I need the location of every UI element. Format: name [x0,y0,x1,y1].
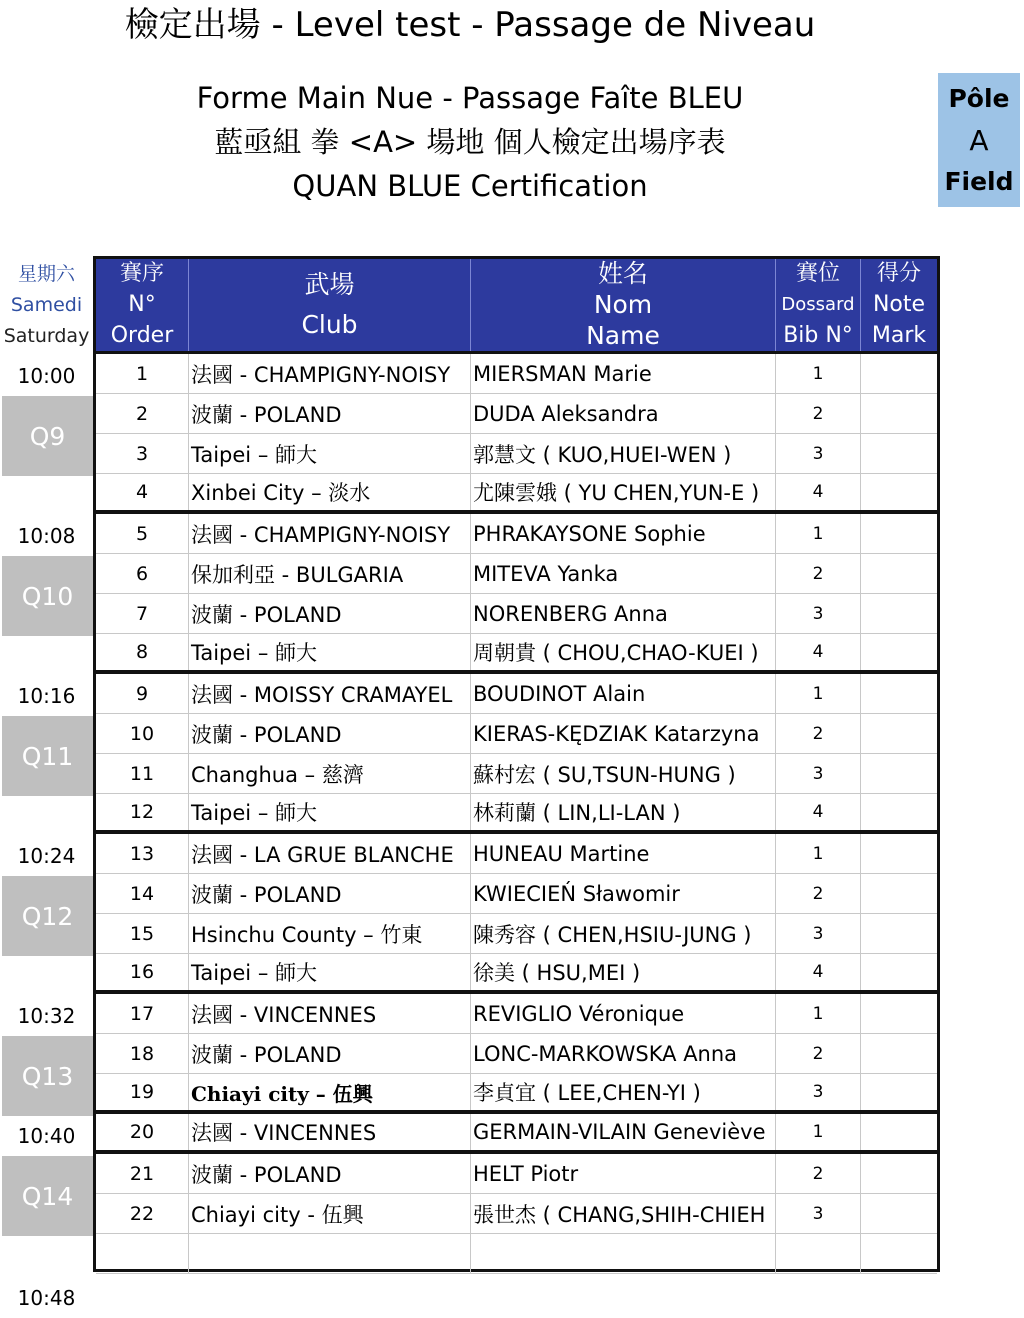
club-cell: 波蘭 - POLAND [189,874,471,913]
table-row [96,914,937,954]
header-mark-zh: 得分 [876,261,921,287]
table-row [96,634,937,674]
bib-cell: 1 [776,514,861,553]
order-cell: 14 [96,874,189,913]
bib-cell: 3 [776,594,861,633]
bib-cell: 4 [776,954,861,990]
order-cell: 2 [96,394,189,433]
name-cell [471,1234,776,1273]
bib-cell: 4 [776,634,861,670]
header-mark-en: Mark [871,322,927,348]
header-mark-fr: Note [872,291,926,317]
order-cell: 9 [96,674,189,713]
name-cell: PHRAKAYSONE Sophie [471,514,776,553]
table-row [96,994,937,1034]
header-club-zh: 武場 [304,269,355,299]
club-cell: 波蘭 - POLAND [189,714,471,753]
table-row [96,1154,937,1194]
order-cell: 10 [96,714,189,753]
order-cell: 15 [96,914,189,953]
column-header-name [471,259,776,351]
bib-cell: 1 [776,1114,861,1150]
name-cell: REVIGLIO Véronique [471,994,776,1033]
name-cell: DUDA Aleksandra [471,394,776,433]
mark-cell [861,634,937,670]
table-row [96,474,937,514]
table-body [93,354,940,1272]
bib-cell [776,1234,861,1273]
mark-cell [861,1234,937,1273]
time-slot: 10:08 [17,524,76,548]
pole-label: Pôle [948,83,1010,113]
mark-cell [861,1034,937,1073]
order-cell: 20 [96,1114,189,1150]
table-row [96,434,937,474]
name-cell: MIERSMAN Marie [471,354,776,393]
order-cell: 18 [96,1034,189,1073]
pool-label: Q12 [2,876,93,956]
order-cell: 19 [96,1074,189,1110]
order-cell: 21 [96,1154,189,1193]
table-row [96,1194,937,1234]
bib-cell: 2 [776,1154,861,1193]
table-row [96,554,937,594]
header-order-zh: 賽序 [119,261,164,287]
bib-cell: 2 [776,874,861,913]
table-row [96,834,937,874]
day-chinese: 星期六 [17,262,75,285]
club-cell: 法國 - MOISSY CRAMAYEL [189,674,471,713]
bib-cell: 1 [776,354,861,393]
day-header [0,258,93,352]
mark-cell [861,994,937,1033]
bib-cell: 4 [776,794,861,830]
subtitle-chinese: 藍亟組 拳 <A> 場地 個人檢定出場序表 [214,125,726,159]
mark-cell [861,1194,937,1233]
club-cell: 法國 - CHAMPIGNY-NOISY [189,514,471,553]
time-slot: 10:40 [17,1124,76,1148]
bib-cell: 3 [776,1074,861,1110]
club-cell: 保加利亞 - BULGARIA [189,554,471,593]
order-cell: 1 [96,354,189,393]
bib-cell: 3 [776,1194,861,1233]
club-cell: 波蘭 - POLAND [189,594,471,633]
club-cell: Hsinchu County – 竹東 [189,914,471,953]
mark-cell [861,1114,937,1150]
club-cell: 法國 - CHAMPIGNY-NOISY [189,354,471,393]
table-row [96,354,937,394]
name-cell: 陳秀容 ( CHEN,HSIU-JUNG ) [471,914,776,953]
table-row [96,754,937,794]
mark-cell [861,474,937,510]
bib-cell: 3 [776,434,861,473]
order-cell: 3 [96,434,189,473]
header-bib-zh: 賽位 [795,261,840,287]
mark-cell [861,434,937,473]
table-header [93,256,940,354]
name-cell: KWIECIEŃ Sławomir [471,874,776,913]
column-header-bib [776,259,861,351]
mark-cell [861,354,937,393]
order-cell: 16 [96,954,189,990]
time-slot: 10:16 [17,684,76,708]
bib-cell: 1 [776,994,861,1033]
table-row [96,394,937,434]
header-name-zh: 姓名 [597,259,648,289]
mark-cell [861,794,937,830]
bib-cell: 3 [776,914,861,953]
pool-label: Q11 [2,716,93,796]
club-cell: 法國 - LA GRUE BLANCHE [189,834,471,873]
name-cell: 張世杰 ( CHANG,SHIH-CHIEH [471,1194,776,1233]
club-cell: Chiayi city – 伍興 [189,1074,471,1110]
mark-cell [861,554,937,593]
table-row [96,1034,937,1074]
bib-cell: 2 [776,394,861,433]
name-cell: HUNEAU Martine [471,834,776,873]
club-cell: Xinbei City – 淡水 [189,474,471,510]
name-cell: 郭慧文 ( KUO,HUEI-WEN ) [471,434,776,473]
header-order-fr: N° [128,291,156,317]
pool-label: Q9 [2,396,93,476]
field-label: Field [944,167,1014,197]
header-name-fr: Nom [593,289,653,319]
mark-cell [861,834,937,873]
club-cell: Taipei – 師大 [189,954,471,990]
mark-cell [861,914,937,953]
mark-cell [861,514,937,553]
day-french: Samedi [10,293,83,316]
pool-label: Q14 [2,1156,93,1236]
table-row [96,714,937,754]
name-cell: BOUDINOT Alain [471,674,776,713]
time-slot-end: 10:48 [17,1286,76,1310]
club-cell: Taipei – 師大 [189,434,471,473]
order-cell: 22 [96,1194,189,1233]
pool-label: Q13 [2,1036,93,1116]
name-cell: 尤陳雲娥 ( YU CHEN,YUN-E ) [471,474,776,510]
name-cell: 周朝貴 ( CHOU,CHAO-KUEI ) [471,634,776,670]
mark-cell [861,874,937,913]
club-cell: 法國 - VINCENNES [189,1114,471,1150]
name-cell: HELT Piotr [471,1154,776,1193]
order-cell: 5 [96,514,189,553]
order-cell: 11 [96,754,189,793]
name-cell: MITEVA Yanka [471,554,776,593]
pool-label: Q10 [2,556,93,636]
bib-cell: 2 [776,714,861,753]
mark-cell [861,594,937,633]
club-cell: 波蘭 - POLAND [189,1154,471,1193]
order-cell: 13 [96,834,189,873]
order-cell: 4 [96,474,189,510]
table-row [96,954,937,994]
order-cell: 6 [96,554,189,593]
header-bib-fr: Dossard [781,293,855,315]
club-cell: Taipei – 師大 [189,634,471,670]
time-slot: 10:00 [17,364,76,388]
pole-field-box [938,73,1020,207]
order-cell: 7 [96,594,189,633]
bib-cell: 1 [776,674,861,713]
table-row [96,1234,937,1274]
name-cell: GERMAIN-VILAIN Geneviève [471,1114,776,1150]
pole-letter: A [969,123,989,157]
name-cell: 徐美 ( HSU,MEI ) [471,954,776,990]
order-cell: 8 [96,634,189,670]
mark-cell [861,1154,937,1193]
name-cell: 李貞宜 ( LEE,CHEN-YI ) [471,1074,776,1110]
column-header-mark [861,259,937,351]
order-cell [96,1234,189,1273]
subtitle-french: Forme Main Nue - Passage Faîte BLEU [196,81,744,115]
table-row [96,794,937,834]
order-cell: 12 [96,794,189,830]
mark-cell [861,1074,937,1110]
mark-cell [861,754,937,793]
column-header-order [96,259,189,351]
schedule-column [0,356,93,1310]
mark-cell [861,954,937,990]
club-cell: 法國 - VINCENNES [189,994,471,1033]
time-slot: 10:24 [17,844,76,868]
page-title: 檢定出場 - Level test - Passage de Niveau [124,5,816,45]
name-cell: LONC-MARKOWSKA Anna [471,1034,776,1073]
header-order-en: Order [110,322,174,348]
header-name-en: Name [586,320,660,350]
bib-cell: 1 [776,834,861,873]
club-cell: Changhua – 慈濟 [189,754,471,793]
club-cell: Taipei – 師大 [189,794,471,830]
column-header-club [189,259,471,351]
header-bib-en: Bib N° [783,322,853,348]
club-cell: 波蘭 - POLAND [189,1034,471,1073]
table-row [96,594,937,634]
header-club-en: Club [301,310,358,340]
time-slot: 10:32 [17,1004,76,1028]
table-row [96,674,937,714]
mark-cell [861,394,937,433]
table-row [96,874,937,914]
club-cell: Chiayi city - 伍興 [189,1194,471,1233]
day-english: Saturday [3,325,90,348]
order-cell: 17 [96,994,189,1033]
table-row [96,1074,937,1114]
bib-cell: 2 [776,1034,861,1073]
table-row [96,514,937,554]
club-cell [189,1234,471,1273]
club-cell: 波蘭 - POLAND [189,394,471,433]
name-cell: NORENBERG Anna [471,594,776,633]
table-row [96,1114,937,1154]
name-cell: 蘇村宏 ( SU,TSUN-HUNG ) [471,754,776,793]
bib-cell: 4 [776,474,861,510]
bib-cell: 3 [776,754,861,793]
bib-cell: 2 [776,554,861,593]
mark-cell [861,674,937,713]
name-cell: KIERAS-KĘDZIAK Katarzyna [471,714,776,753]
mark-cell [861,714,937,753]
subtitle-english: QUAN BLUE Certification [292,169,648,203]
name-cell: 林莉蘭 ( LIN,LI-LAN ) [471,794,776,830]
